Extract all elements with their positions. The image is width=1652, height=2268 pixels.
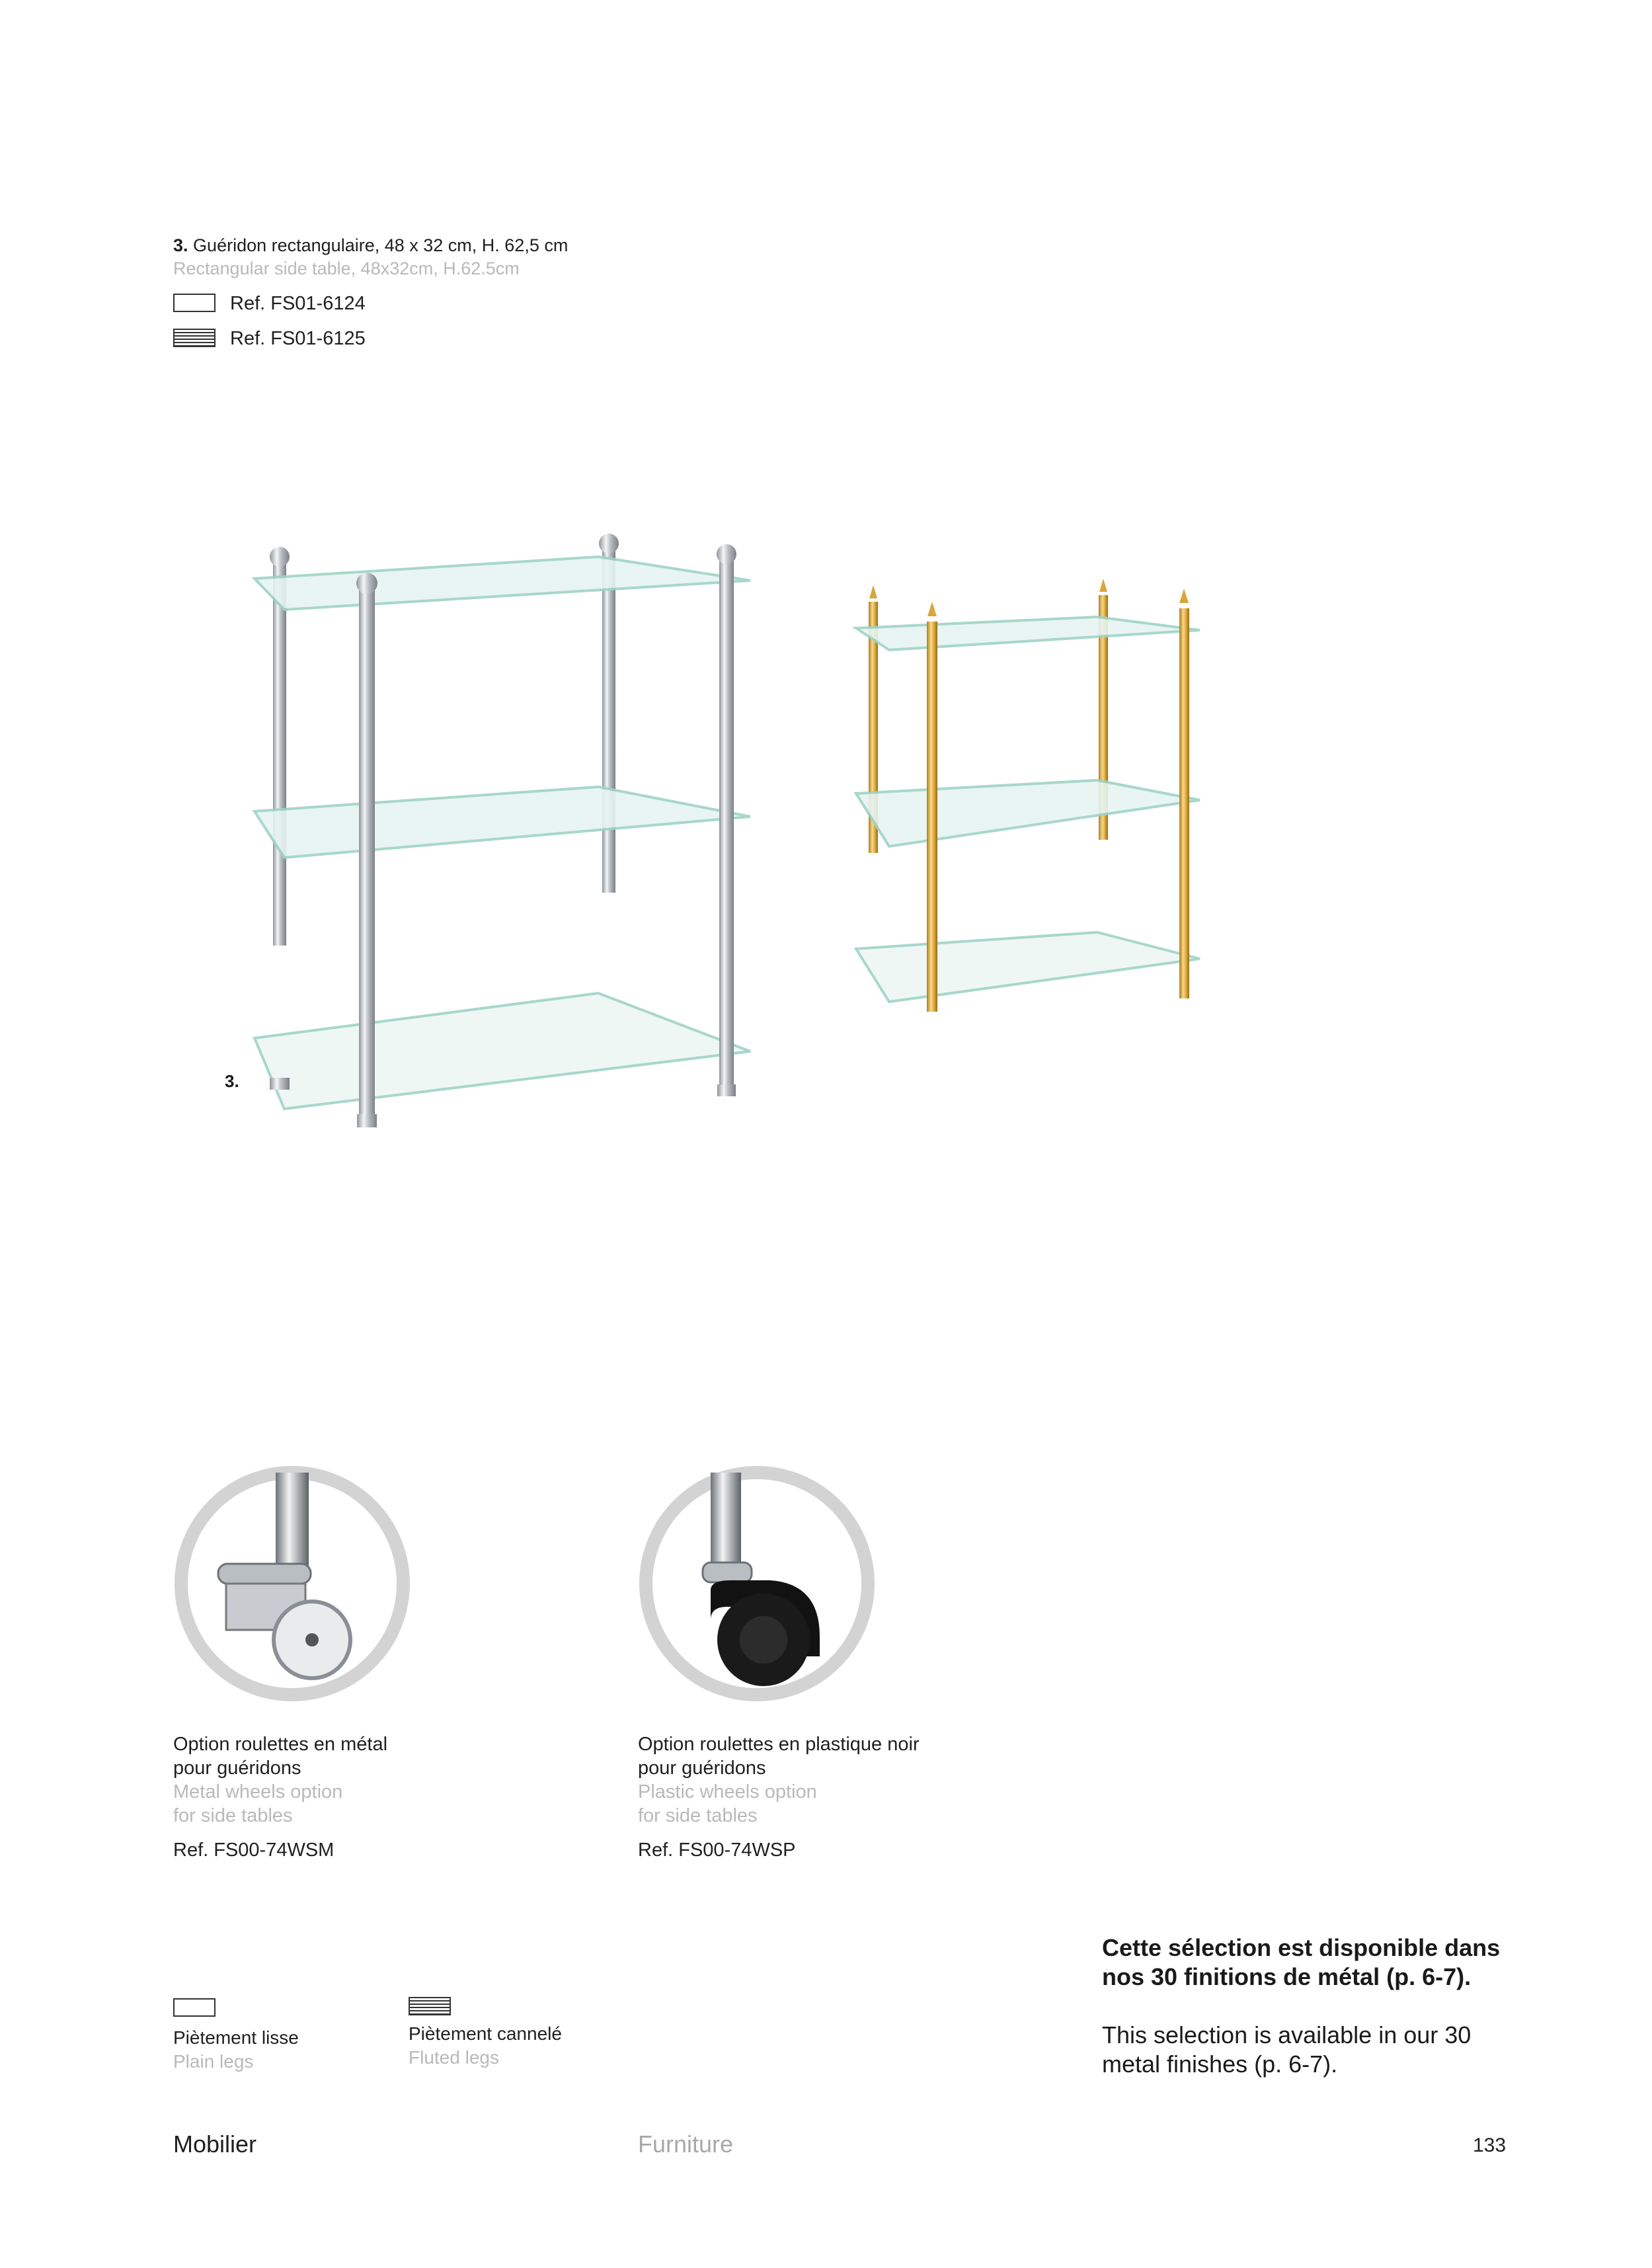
metal-wheel-text xyxy=(173,1732,570,1862)
metal-wheel-fr-2: pour guéridons xyxy=(173,1758,301,1779)
legend-plain-fr: Piètement lisse xyxy=(173,2027,299,2048)
legend-fluted-fr: Piètement cannelé xyxy=(409,2023,562,2044)
availability-en-2: metal finishes (p. 6-7). xyxy=(1102,2050,1338,2078)
product-image xyxy=(238,522,1230,1170)
legend-plain xyxy=(173,2026,299,2074)
product-title-fr xyxy=(173,235,834,256)
product-header xyxy=(173,235,834,279)
legend-fluted-swatch-icon xyxy=(409,1997,451,2015)
metal-wheel-fr-1: Option roulettes en métal xyxy=(173,1734,388,1755)
metal-wheel-en-2: for side tables xyxy=(173,1805,293,1826)
fluted-legs-swatch-icon xyxy=(173,329,216,347)
ref-plain: Ref. FS01-6124 xyxy=(230,293,366,314)
page-number: 133 xyxy=(1473,2134,1507,2156)
gold-side-table xyxy=(856,579,1200,1012)
availability-fr-1: Cette sélection est disponible dans xyxy=(1102,1934,1501,1961)
footer-section-fr: Mobilier xyxy=(173,2130,257,2158)
legend-plain-swatch-icon xyxy=(173,1998,216,2017)
product-title-fr-text: Guéridon rectangulaire, 48 x 32 cm, H. 62,5 cm xyxy=(193,235,569,255)
availability-note xyxy=(1102,1933,1631,2079)
ref-fluted: Ref. FS01-6125 xyxy=(230,328,366,349)
availability-fr-2: nos 30 finitions de métal (p. 6-7). xyxy=(1102,1963,1472,1990)
legend-fluted xyxy=(409,2022,562,2070)
product-number: 3. xyxy=(173,235,188,255)
metal-wheel-icon xyxy=(173,1465,411,1703)
plastic-wheel-ref: Ref. FS00-74WSP xyxy=(638,1840,796,1861)
plastic-wheel-icon xyxy=(638,1465,876,1703)
plastic-wheel-fr-2: pour guéridons xyxy=(638,1758,766,1779)
plastic-wheel-text xyxy=(638,1732,1101,1862)
legend-plain-en: Plain legs xyxy=(173,2051,254,2072)
product-title-en: Rectangular side table, 48x32cm, H.62.5cm xyxy=(173,259,520,278)
legend-fluted-en: Fluted legs xyxy=(409,2047,499,2068)
footer-section-en: Furniture xyxy=(638,2130,734,2158)
availability-en-1: This selection is available in our 30 xyxy=(1102,2021,1472,2048)
plastic-wheel-en-1: Plastic wheels option xyxy=(638,1781,817,1802)
metal-wheel-ref: Ref. FS00-74WSM xyxy=(173,1840,334,1861)
metal-wheel-en-1: Metal wheels option xyxy=(173,1781,343,1802)
plastic-wheel-fr-1: Option roulettes en plastique noir xyxy=(638,1734,920,1755)
product-image-label: 3. xyxy=(225,1071,239,1091)
plastic-wheel-en-2: for side tables xyxy=(638,1805,758,1826)
plain-legs-swatch-icon xyxy=(173,294,216,312)
chrome-side-table xyxy=(255,534,750,1127)
